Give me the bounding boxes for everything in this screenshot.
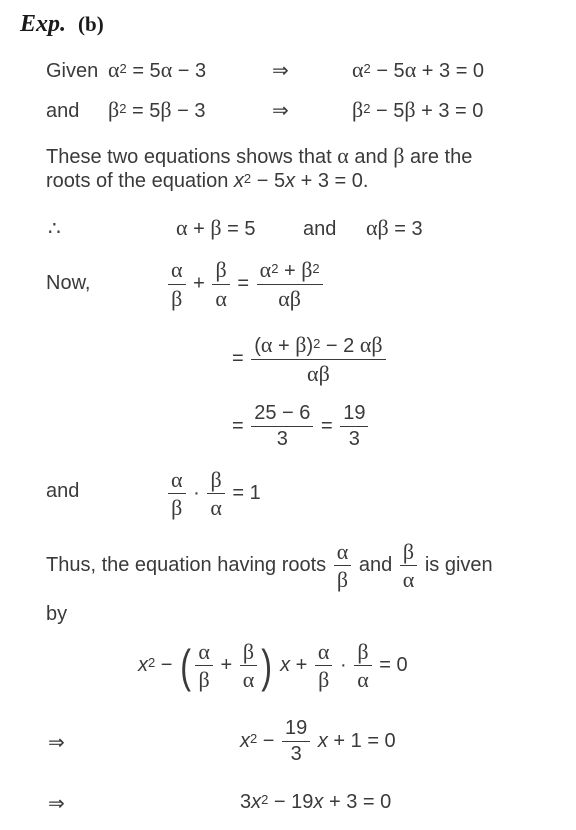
- given-word: Given: [46, 60, 99, 82]
- solution-heading: [20, 12, 104, 36]
- paragraph-line-2: roots of the equation $x^2 - 5x + 3 = 0$.: [46, 170, 369, 192]
- answer-option: (b): [78, 12, 104, 36]
- thus-line-1: Thus, the equation having roots $\frac{\alpha}{\beta}$ and $\frac{\beta}{\alpha}$ is given: [46, 539, 493, 593]
- given-beta-lhs: $\beta^2 = 5\beta - 3$: [108, 97, 206, 122]
- now-step-2: = $\frac{(\alpha + \beta)^2 - 2 \alpha\beta}{\alpha\beta}$: [232, 333, 388, 385]
- and-word: and: [46, 100, 80, 122]
- implies-arrow: ⇒: [48, 793, 65, 815]
- implies-arrow: ⇒: [272, 100, 289, 122]
- and-word: and: [46, 480, 80, 502]
- given-alpha-lhs: $\alpha^2 = 5\alpha - 3$: [108, 57, 207, 82]
- final-equation-1: $x^2$ − ( $\frac{\alpha}{\beta}$ + $\frac{\beta}{\alpha}$ ) x + $\frac{\alpha}{\beta}$ · $\frac{\beta}{\alpha}$ = 0: [138, 639, 408, 693]
- implies-arrow: ⇒: [48, 732, 65, 754]
- now-step-3: = $\frac{25 - 6}{3}$ = $\frac{19}{3}$: [232, 403, 370, 450]
- implies-arrow: ⇒: [272, 60, 289, 82]
- final-equation-3: $3x^2 - 19x + 3 = 0$: [240, 791, 392, 813]
- given-alpha-rhs: $\alpha^2 - 5\alpha + 3 = 0$: [352, 57, 485, 82]
- sum-of-roots: α + β = 5: [176, 215, 256, 240]
- exp-label: Exp.: [20, 11, 67, 37]
- given-beta-rhs: $\beta^2 - 5\beta + 3 = 0$: [352, 97, 484, 122]
- and-word: and: [303, 218, 337, 240]
- now-word: Now,: [46, 272, 91, 294]
- therefore-symbol: ∴: [48, 218, 61, 240]
- final-equation-2: $x^2$ − $\frac{19}{3}$ x + 1 = 0: [240, 717, 396, 765]
- product-of-roots: αβ = 3: [366, 215, 423, 240]
- thus-line-2: by: [46, 603, 68, 625]
- product-expression: $\frac{\alpha}{\beta}$ · $\frac{\beta}{\alpha}$ = 1: [166, 468, 261, 519]
- now-step-1: $\frac{\alpha}{\beta}$ + $\frac{\beta}{\alpha}$ = $\frac{\alpha^2 + \beta^2}{\alpha\beta}$: [166, 258, 325, 310]
- paragraph-line-1: These two equations shows that α and β are the: [46, 143, 473, 168]
